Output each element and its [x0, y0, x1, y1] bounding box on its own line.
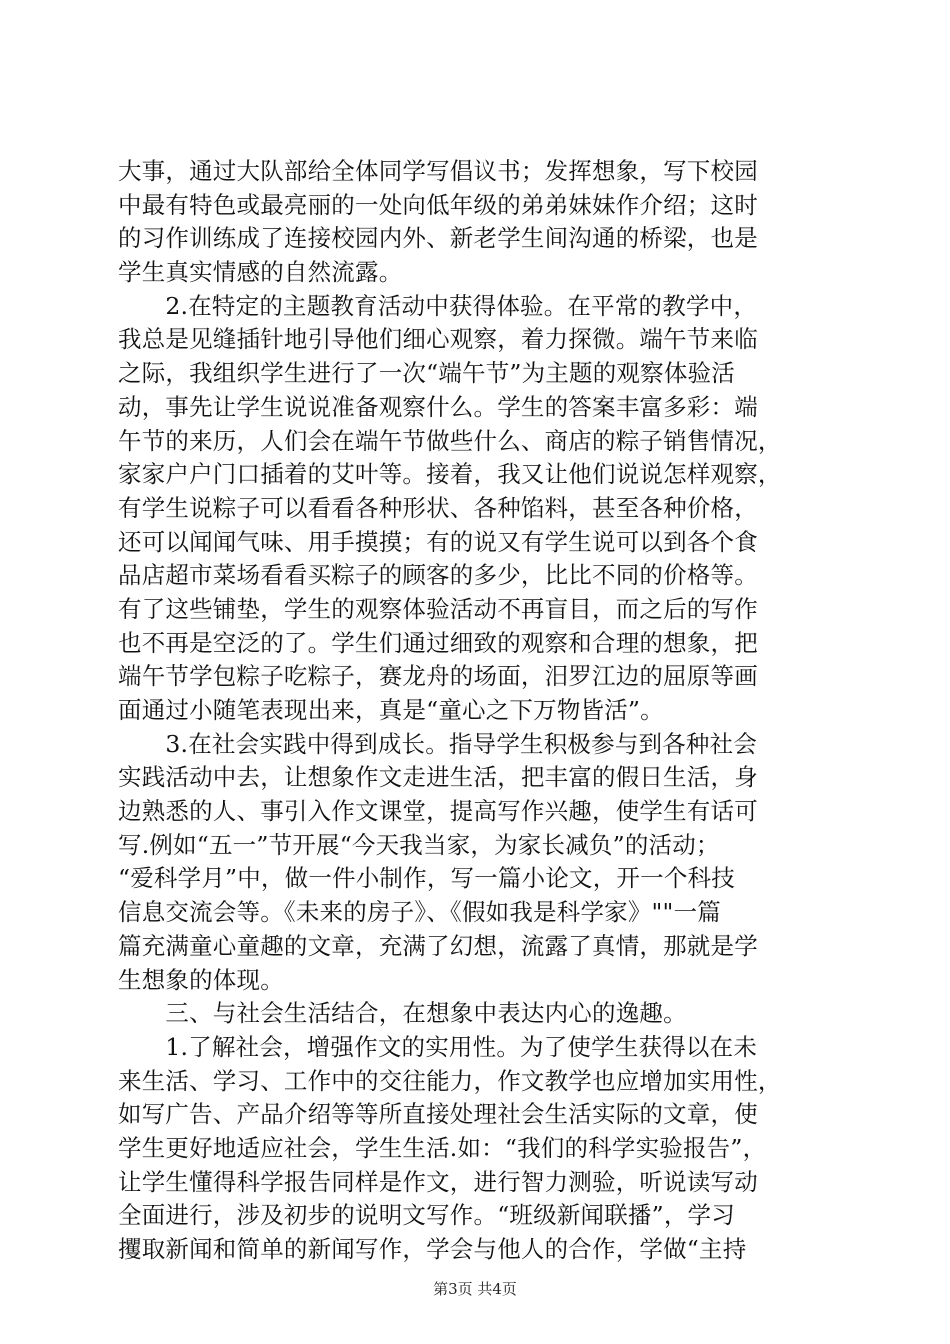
text-line: 全面进行，涉及初步的说明文写作。“班级新闻联播”，学习	[118, 1201, 735, 1230]
body-text	[118, 155, 838, 1267]
text-line: 我总是见缝插针地引导他们细心观察，着力探微。端午节来临	[118, 325, 758, 354]
text-line: 中最有特色或最亮丽的一处向低年级的弟弟妹妹作介绍；这时	[118, 190, 758, 219]
text-line: 实践活动中去，让想象作文走进生活，把丰富的假日生活，身	[118, 763, 758, 792]
text-line: 动，事先让学生说说准备观察什么。学生的答案丰富多彩：端	[118, 392, 758, 421]
text-line: 的习作训练成了连接校园内外、新老学生间沟通的桥梁，也是	[118, 224, 758, 253]
text-line: 来生活、学习、工作中的交往能力，作文教学也应增加实用性，	[118, 1066, 782, 1095]
text-line: 还可以闻闻气味、用手摸摸；有的说又有学生说可以到各个食	[118, 527, 758, 556]
text-line: 品店超市菜场看看买粽子的顾客的多少，比比不同的价格等。	[118, 561, 758, 590]
text-line: 学生真实情感的自然流露。	[118, 258, 403, 287]
text-line: 生想象的体现。	[118, 965, 284, 994]
text-line: 边熟悉的人、事引入作文课堂，提高写作兴趣，使学生有话可	[118, 797, 758, 826]
text-line: 让学生懂得科学报告同样是作文，进行智力测验，听说读写动	[118, 1167, 758, 1196]
text-line: 端午节学包粽子吃粽子，赛龙舟的场面，汨罗江边的屈原等画	[118, 662, 758, 691]
text-line: 2.在特定的主题教育活动中获得体验。在平常的教学中，	[118, 291, 758, 320]
text-line: 大事，通过大队部给全体同学写倡议书；发挥想象，写下校园	[118, 157, 758, 185]
text-line: 信息交流会等。《未来的房子》、《假如我是科学家》""一篇	[118, 898, 721, 927]
text-line: 三、与社会生活结合，在想象中表达内心的逸趣。	[118, 999, 687, 1028]
text-line: 篇充满童心童趣的文章，充满了幻想，流露了真情，那就是学	[118, 931, 758, 960]
text-line: 之际，我组织学生进行了一次“端午节”为主题的观察体验活	[118, 359, 735, 388]
page-footer: 第3页 共4页	[433, 1280, 517, 1298]
text-line: 也不再是空泛的了。学生们通过细致的观察和合理的想象，把	[118, 628, 758, 657]
text-line: 面通过小随笔表现出来，真是“童心之下万物皆活”。	[118, 696, 664, 724]
text-line: 家家户户门口插着的艾叶等。接着，我又让他们说说怎样观察，	[118, 460, 782, 489]
text-line: 有学生说粽子可以看看各种形状、各种馅料，甚至各种价格，	[118, 493, 758, 522]
text-line: 学生更好地适应社会，学生生活.如：“我们的科学实验报告”，	[118, 1133, 767, 1162]
text-line: 如写广告、产品介绍等等所直接处理社会生活实际的文章，使	[118, 1100, 758, 1129]
text-line: “爱科学月”中，做一件小制作，写一篇小论文，开一个科技	[118, 864, 735, 893]
text-line: 攫取新闻和简单的新闻写作，学会与他人的合作，学做“主持	[118, 1235, 747, 1263]
text-line: 3.在社会实践中得到成长。指导学生积极参与到各种社会	[118, 729, 758, 758]
text-line: 1.了解社会，增强作文的实用性。为了使学生获得以在未	[118, 1032, 758, 1061]
text-line: 有了这些铺垫，学生的观察体验活动不再盲目，而之后的写作	[118, 594, 758, 623]
text-line: 写.例如“五一”节开展“今天我当家，为家长减负”的活动；	[118, 830, 720, 859]
text-line: 午节的来历，人们会在端午节做些什么、商店的粽子销售情况，	[118, 426, 782, 455]
